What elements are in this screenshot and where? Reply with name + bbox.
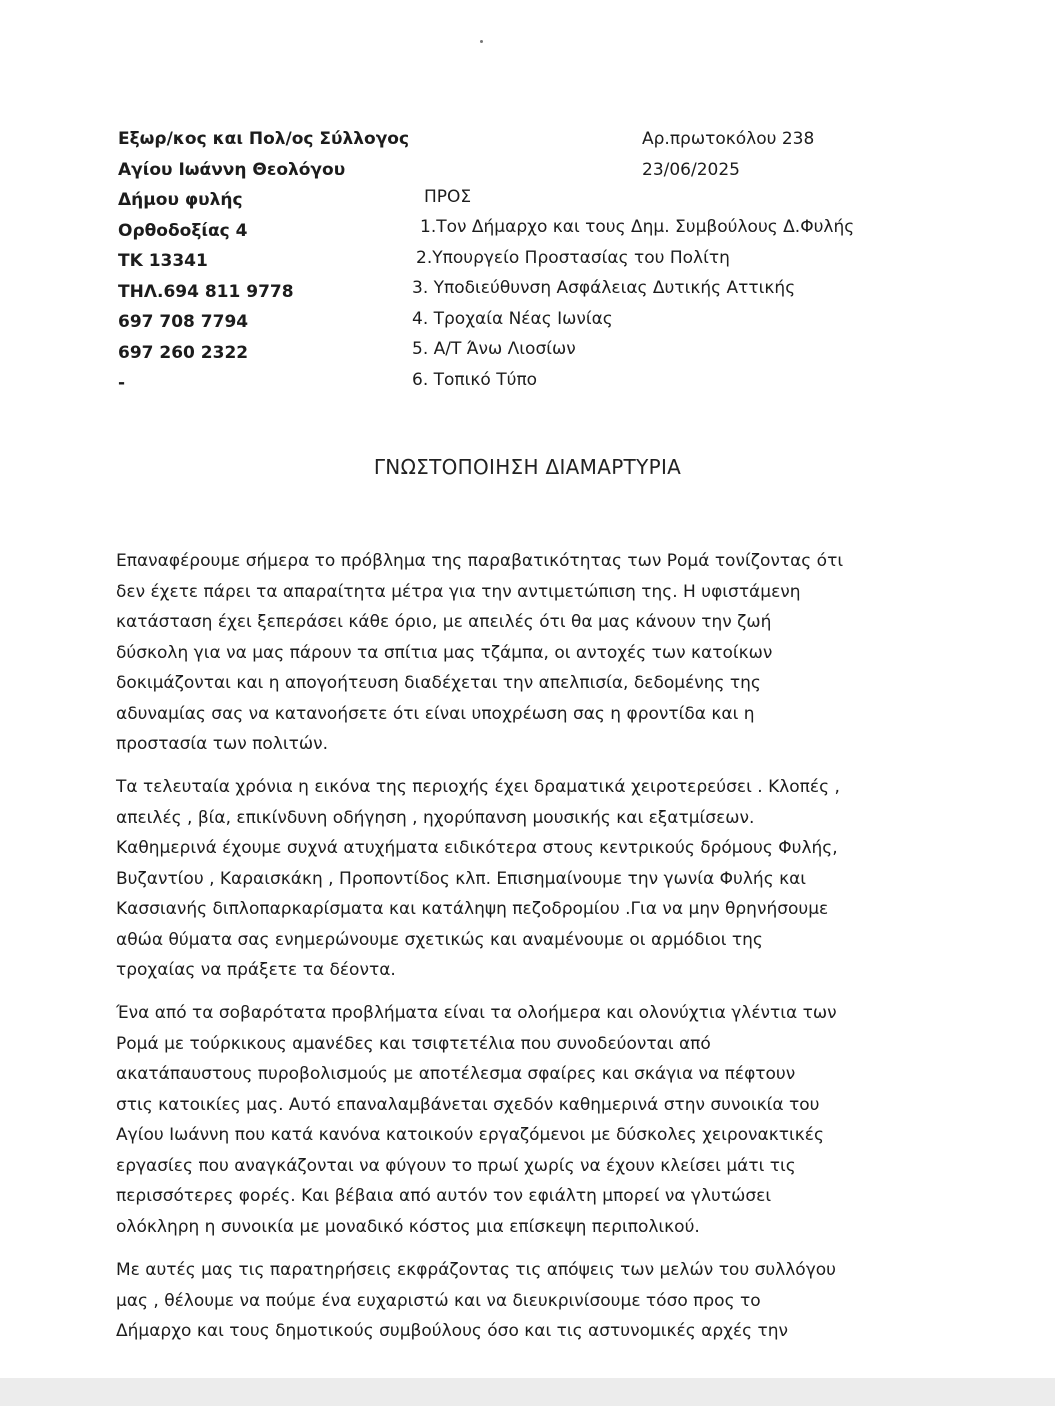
text-line: Βυζαντίου , Καραισκάκη , Προποντίδος κλπ. Επισημαίνουμε την γωνία Φυλής και <box>116 868 807 889</box>
text-line: απειλές , βία, επικίνδυνη οδήγηση , ηχορύπανση μουσικής και εξατμίσεων. <box>116 807 755 828</box>
recipient-item: 4. Τροχαία Νέας Ιωνίας <box>412 308 613 329</box>
sender-line: Εξωρ/κος και Πολ/ος Σύλλογος <box>118 129 410 149</box>
text-line: Επαναφέρουμε σήμερα το πρόβλημα της παραβατικότητας των Ρομά τονίζοντας ότι <box>116 551 844 571</box>
recipient-item: 2.Υπουργείο Προστασίας του Πολίτη <box>416 247 730 268</box>
text-line: δύσκολη για να μας πάρουν τα σπίτια μας τζάμπα, οι αντοχές των κατοίκων <box>116 642 773 663</box>
text-line: στις κατοικίες μας. Αυτό επαναλαμβάνεται σχεδόν καθημερινά στην συνοικία του <box>116 1094 820 1115</box>
protocol-date: 23/06/2025 <box>642 159 740 180</box>
sender-line: Δήμου φυλής <box>118 190 243 210</box>
text-line: Ρομά με τούρκικους αμανέδες και τσιφτετέλια που συνοδεύονται από <box>116 1033 711 1054</box>
sender-line: 697 708 7794 <box>118 312 249 332</box>
recipient-item: 6. Τοπικό Τύπο <box>412 369 538 390</box>
text-line: κατάσταση έχει ξεπεράσει κάθε όριο, με απειλές ότι θα μας κάνουν την ζωή <box>116 612 772 632</box>
sender-line: Ορθοδοξίας 4 <box>118 220 248 241</box>
recipient-item: 1.Τον Δήμαρχο και τους Δημ. Συμβούλους Δ.Φυλής <box>420 217 855 237</box>
text-line: Με αυτές μας τις παρατηρήσεις εκφράζοντας τις απόψεις των μελών του συλλόγου <box>116 1260 837 1280</box>
text-line: δοκιμάζονται και η απογοήτευση διαδέχεται την απελπισία, δεδομένης της <box>116 673 761 693</box>
recipient-item: 3. Υποδιεύθυνση Ασφάλειας Δυτικής Αττικής <box>412 278 796 298</box>
recipient-item: 5. Α/Τ Άνω Λιοσίων <box>412 339 576 359</box>
sender-line: - <box>118 373 126 393</box>
body-paragraph-3 <box>116 998 876 1242</box>
scan-speck <box>480 40 483 43</box>
text-line: προστασία των πολιτών. <box>116 734 328 754</box>
recipients-label: ΠΡΟΣ <box>424 187 472 207</box>
sender-line: Αγίου Ιωάννη Θεολόγου <box>118 159 346 180</box>
body-paragraph-1 <box>116 546 876 760</box>
protocol-number: Αρ.πρωτοκόλου 238 <box>642 129 815 149</box>
sender-line: ΤΗΛ.694 811 9778 <box>118 281 294 302</box>
body-paragraph-4 <box>116 1255 876 1347</box>
text-line: Δήμαρχο και τους δημοτικούς συμβούλους όσο και τις αστυνομικές αρχές την <box>116 1321 789 1341</box>
text-line: αθώα θύματα σας ενημερώνουμε σχετικώς και αναμένουμε οι αρμόδιοι της <box>116 929 763 950</box>
text-line: περισσότερες φορές. Και βέβαια από αυτόν τον εφιάλτη μπορεί να γλυτώσει <box>116 1186 772 1206</box>
protocol-block <box>642 124 814 185</box>
sender-block <box>118 124 409 399</box>
text-line: ολόκληρη η συνοικία με μοναδικό κόστος μια επίσκεψη περιπολικού. <box>116 1216 700 1237</box>
text-line: Αγίου Ιωάννη που κατά κανόνα κατοικούν εργαζόμενοι με δύσκολες χειρονακτικές <box>116 1125 824 1145</box>
sender-line: 697 260 2322 <box>118 342 249 363</box>
text-line: δεν έχετε πάρει τα απαραίτητα μέτρα για την αντιμετώπιση της. Η υφιστάμενη <box>116 581 801 602</box>
text-line: ακατάπαυστους πυροβολισμούς με αποτέλεσμα σφαίρες και σκάγια να πέφτουν <box>116 1064 796 1084</box>
text-line: αδυναμίας σας να κατανοήσετε ότι είναι υποχρέωση σας η φροντίδα και η <box>116 703 755 724</box>
sender-line: ΤΚ 13341 <box>118 251 208 271</box>
text-line: Τα τελευταία χρόνια η εικόνα της περιοχής έχει δραματικά χειροτερεύσει . Κλοπές , <box>116 777 840 797</box>
text-line: Ένα από τα σοβαρότατα προβλήματα είναι τα ολοήμερα και ολονύχτια γλέντια των <box>116 1003 837 1023</box>
text-line: Καθημερινά έχουμε συχνά ατυχήματα ειδικότερα στους κεντρικούς δρόμους Φυλής, <box>116 838 838 858</box>
text-line: μας , θέλουμε να πούμε ένα ευχαριστώ και να διευκρινίσουμε τόσο προς το <box>116 1290 761 1311</box>
scan-bottom-margin <box>0 1378 1055 1406</box>
text-line: εργασίες που αναγκάζονται να φύγουν το πρωί χωρίς να έχουν κλείσει μάτι τις <box>116 1155 796 1176</box>
text-line: Κασσιανής διπλοπαρκαρίσματα και κατάληψη πεζοδρομίου .Για να μην θρηνήσουμε <box>116 899 829 919</box>
body-paragraph-2 <box>116 772 876 986</box>
text-line: τροχαίας να πράξετε τα δέοντα. <box>116 960 396 980</box>
document-title: ΓΝΩΣΤΟΠΟΙΗΣΗ ΔΙΑΜΑΡΤΥΡΙΑ <box>373 455 682 479</box>
